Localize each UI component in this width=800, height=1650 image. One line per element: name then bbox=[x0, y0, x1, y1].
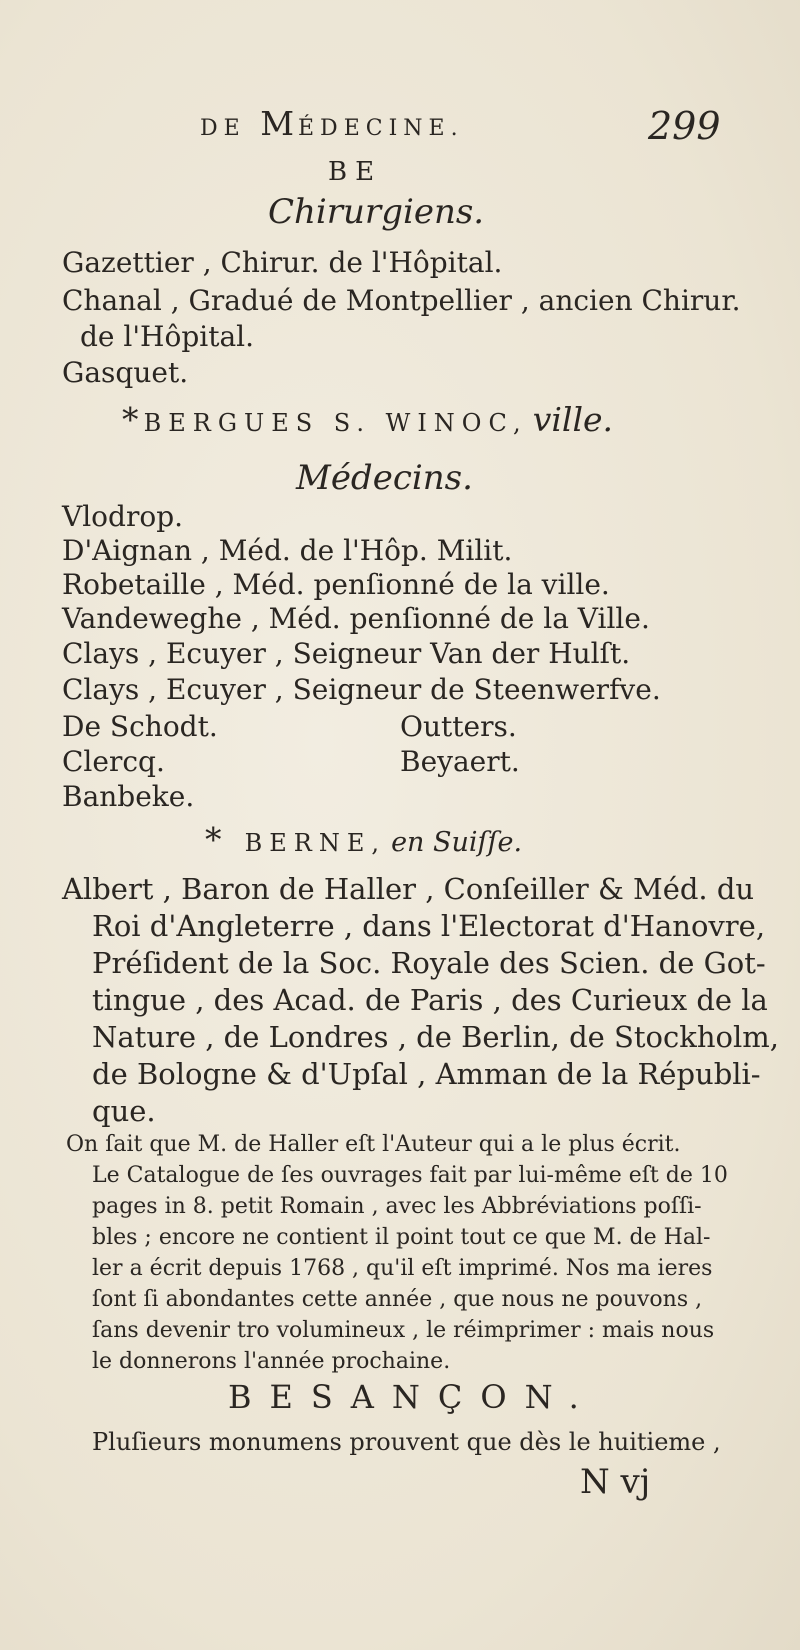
section-letters: BE bbox=[328, 157, 383, 187]
note-line: le donnerons l'année prochaine. bbox=[92, 1349, 451, 1374]
list-item: D'Aignan , Méd. de l'Hôp. Milit. bbox=[62, 534, 513, 567]
bergues-heading bbox=[122, 400, 613, 439]
place-name: BERNE, bbox=[244, 829, 386, 857]
list-item: Gazettier , Chirur. de l'Hôpital. bbox=[62, 246, 503, 279]
body-line: Pluſieurs monumens prouvent que dès le huitieme , bbox=[92, 1428, 721, 1456]
page-number: 299 bbox=[648, 104, 721, 148]
berne-heading bbox=[205, 820, 522, 859]
header-prefix: DE bbox=[200, 116, 246, 141]
subhead-medecins: Médecins. bbox=[296, 458, 473, 498]
place-name: BERGUES S. WINOC, bbox=[143, 409, 528, 437]
entry-line: que. bbox=[92, 1094, 156, 1128]
note-line: On ſait que M. de Haller eſt l'Auteur qui a le plus écrit. bbox=[66, 1132, 681, 1157]
entry-line: Albert , Baron de Haller , Conſeiller & Méd. du bbox=[62, 872, 755, 906]
place-country: en Suiſſe. bbox=[391, 827, 523, 858]
list-item: Banbeke. bbox=[62, 780, 195, 813]
note-line: ler a écrit depuis 1768 , qu'il eſt imprimé. Nos ma ieres bbox=[92, 1256, 713, 1281]
list-item: Vlodrop. bbox=[62, 500, 184, 533]
note-line: bles ; encore ne contient il point tout ce que M. de Hal- bbox=[92, 1225, 711, 1250]
header-rest: ÉDECINE. bbox=[298, 116, 464, 141]
signature-mark: N vj bbox=[580, 1462, 651, 1502]
entry-line: Nature , de Londres , de Berlin, de Stockholm, bbox=[92, 1020, 779, 1054]
star-mark: * bbox=[205, 820, 222, 859]
place-type: ville. bbox=[532, 400, 614, 439]
list-item: Robetaille , Méd. penſionné de la ville. bbox=[62, 568, 610, 601]
star-mark: * bbox=[122, 400, 139, 439]
entry-line: Roi d'Angleterre , dans l'Electorat d'Hanovre, bbox=[92, 909, 766, 943]
running-header bbox=[200, 104, 464, 143]
list-item: de l'Hôpital. bbox=[80, 320, 255, 353]
list-item-left: De Schodt. bbox=[62, 710, 218, 743]
header-capital: M bbox=[260, 104, 298, 143]
list-item: Clays , Ecuyer , Seigneur de Steenwerfve. bbox=[62, 673, 661, 706]
note-line: ſont ſi abondantes cette année , que nous ne pouvons , bbox=[92, 1287, 703, 1312]
note-line: Le Catalogue de ſes ouvrages fait par lui-même eſt de 10 bbox=[92, 1163, 728, 1188]
entry-line: de Bologne & d'Upſal , Amman de la Républi- bbox=[92, 1057, 761, 1091]
entry-line: tingue , des Acad. de Paris , des Curieux de la bbox=[92, 983, 768, 1017]
list-item: Chanal , Gradué de Montpellier , ancien Chirur. bbox=[62, 284, 741, 317]
list-item-right: Beyaert. bbox=[400, 745, 520, 778]
note-line: pages in 8. petit Romain , avec les Abbréviations poſſi- bbox=[92, 1194, 702, 1219]
list-item: Vandeweghe , Méd. penſionné de la Ville. bbox=[62, 602, 650, 635]
note-line: ſans devenir tro volumineux , le réimprimer : mais nous bbox=[92, 1318, 715, 1343]
subhead-chirurgiens: Chirurgiens. bbox=[268, 192, 485, 232]
list-item-left: Clercq. bbox=[62, 745, 165, 778]
besancon-heading: BESANÇON. bbox=[228, 1378, 597, 1416]
list-item: Gasquet. bbox=[62, 356, 189, 389]
list-item-right: Outters. bbox=[400, 710, 517, 743]
list-item: Clays , Ecuyer , Seigneur Van der Hulſt. bbox=[62, 637, 631, 670]
entry-line: Préſident de la Soc. Royale des Scien. de Got- bbox=[92, 946, 766, 980]
